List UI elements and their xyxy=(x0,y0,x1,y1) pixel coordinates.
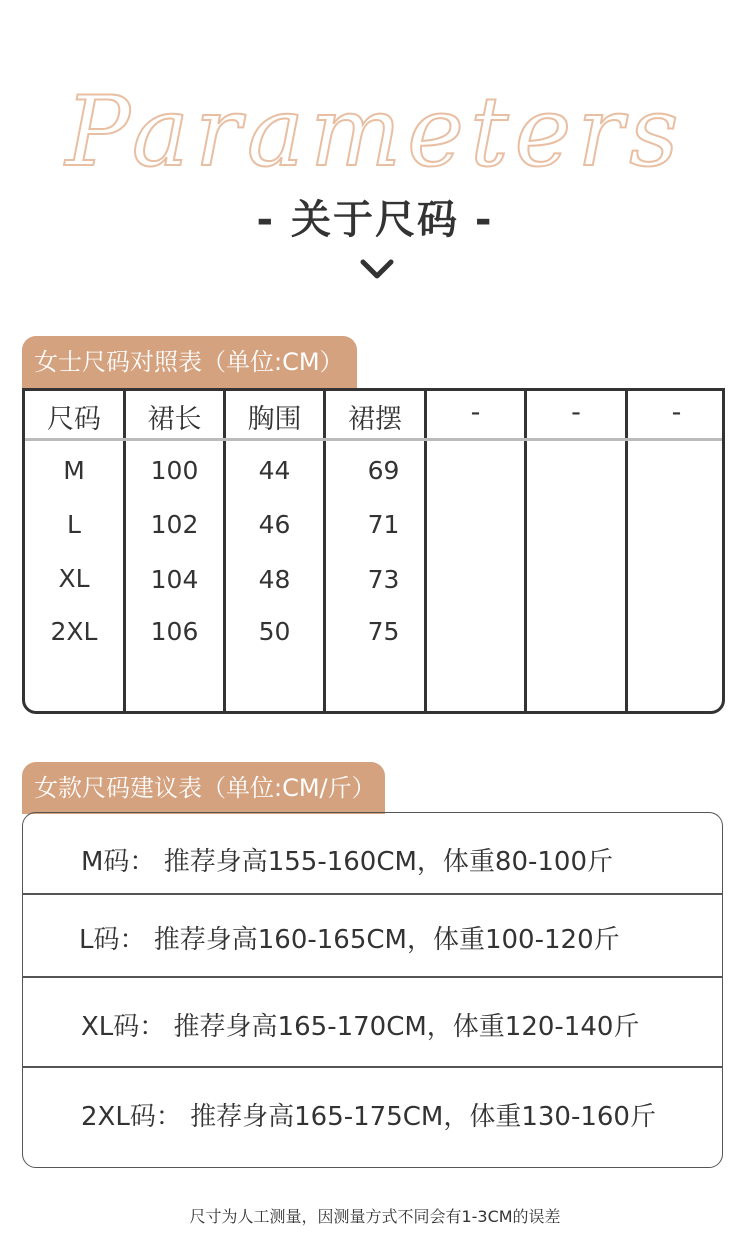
header-blank: - xyxy=(470,397,481,428)
script-title-text: Parameters xyxy=(65,76,685,188)
cell-length: 102 xyxy=(150,510,199,539)
cell-size: XL xyxy=(58,564,90,593)
row-divider xyxy=(23,1066,722,1068)
row-divider xyxy=(23,976,722,978)
page-title: - 关于尺码 - xyxy=(256,197,494,243)
recommendation-row: M码： 推荐身高155-160CM，体重80-100斤 xyxy=(81,847,614,877)
recommendation-row: XL码： 推荐身高165-170CM，体重120-140斤 xyxy=(81,1012,640,1042)
recommendation-tab: 女款尺码建议表（单位:CM/斤） xyxy=(22,762,385,814)
size-chart-table xyxy=(22,388,725,714)
header-bust: 胸围 xyxy=(247,404,302,435)
chevron-down-icon xyxy=(359,256,395,284)
cell-length: 104 xyxy=(150,565,199,594)
recommendation-table xyxy=(22,812,723,1168)
cell-size: L xyxy=(67,510,81,539)
cell-hem: 73 xyxy=(367,565,400,594)
header-blank: - xyxy=(571,397,581,428)
measurement-footnote: 尺寸为人工测量，因测量方式不同会有1-3CM的误差 xyxy=(189,1207,561,1226)
recommendation-row: L码： 推荐身高160-165CM，体重100-120斤 xyxy=(79,925,620,955)
header-rule xyxy=(25,438,722,441)
cell-length: 100 xyxy=(150,456,199,485)
header-blank: - xyxy=(671,397,682,428)
cell-hem: 71 xyxy=(367,510,400,539)
cell-size: M xyxy=(63,456,85,485)
cell-length: 106 xyxy=(150,617,199,646)
size-chart-tab: 女士尺码对照表（单位:CM） xyxy=(22,336,357,388)
cell-bust: 46 xyxy=(258,510,291,539)
header-size: 尺码 xyxy=(47,404,101,435)
cell-hem: 69 xyxy=(367,456,400,485)
row-divider xyxy=(23,893,722,895)
header-hem: 裙摆 xyxy=(348,404,402,435)
recommendation-row: 2XL码： 推荐身高165-175CM，体重130-160斤 xyxy=(81,1102,656,1132)
cell-bust: 48 xyxy=(258,565,291,594)
cell-bust: 44 xyxy=(258,456,291,485)
cell-size: 2XL xyxy=(50,617,98,646)
header-length: 裙长 xyxy=(147,404,202,435)
cell-hem: 75 xyxy=(367,617,400,646)
cell-bust: 50 xyxy=(258,617,291,646)
